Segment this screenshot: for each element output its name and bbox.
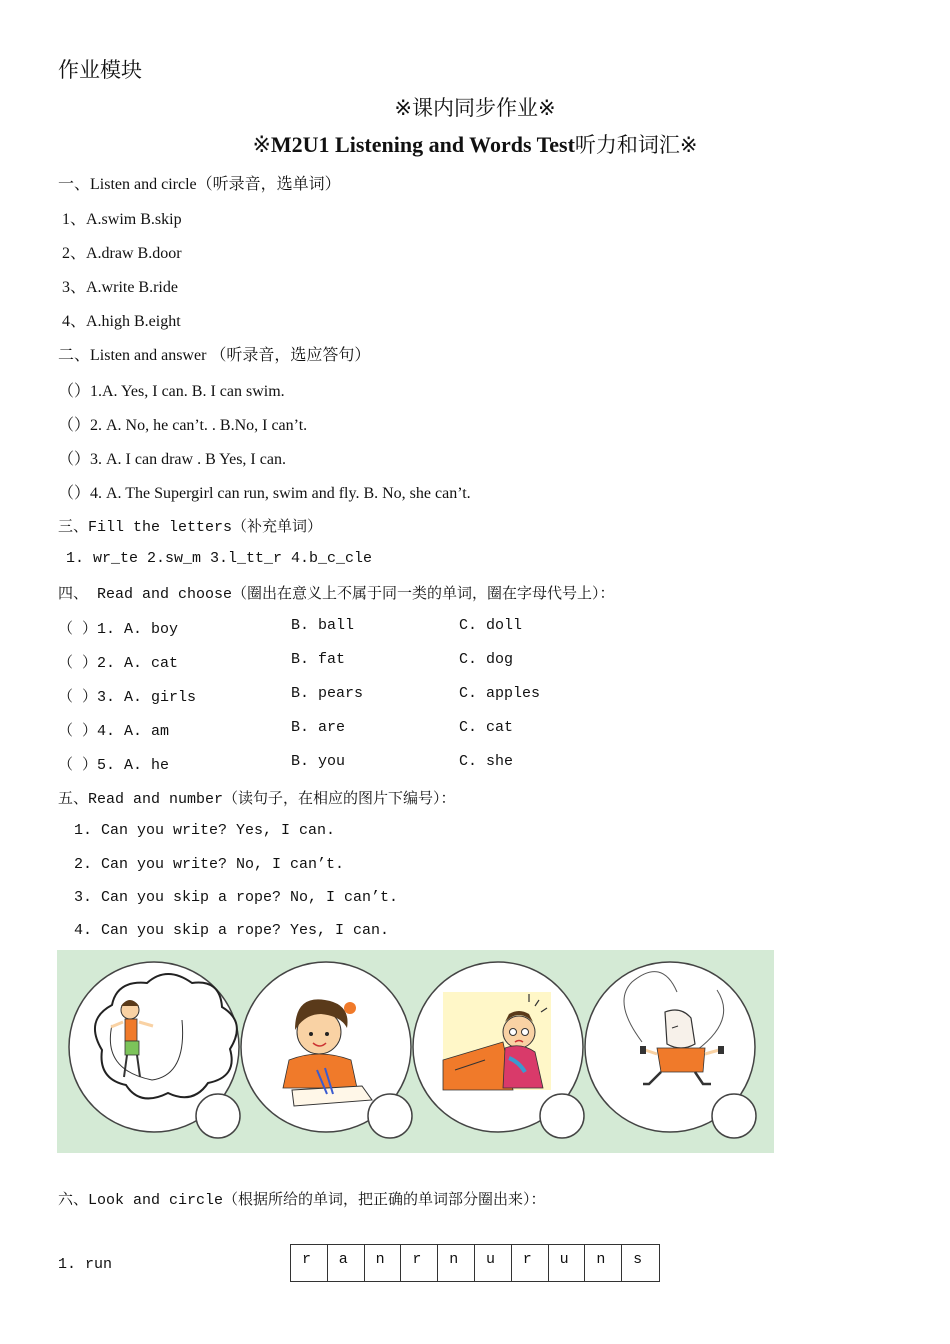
choice-option-b: B. fat [291, 651, 346, 668]
section2-item: （）4. A. The Supergirl can run, swim and fly. B. No, she can’t. [58, 485, 471, 502]
section2-item: （）3. A. I can draw . B Yes, I can. [58, 451, 286, 468]
section2-item: （）2. A. No, he can’t. . B.No, I can’t. [58, 417, 308, 434]
title-prefix: ※ [252, 133, 271, 158]
section6-heading: 六、Look and circle（根据所给的单词，把正确的单词部分圈出来）： [58, 1192, 546, 1209]
section5-item: 3. Can you skip a rope? No, I can’t. [74, 889, 399, 906]
answer-circle-3[interactable] [540, 1094, 584, 1138]
section5-heading: 五、Read and number（读句子，在相应的图片下编号）： [58, 791, 456, 808]
section5-item: 2. Can you write? No, I can’t. [74, 856, 345, 873]
choice-row-number: （ ）1. A. boy [58, 621, 179, 638]
section4-heading: 四、 Read and choose（圈出在意义上不属于同一类的单词，圈在字母代号上）： [58, 586, 615, 603]
letter-cell[interactable]: a [328, 1245, 365, 1281]
module-label: 作业模块 [58, 58, 142, 82]
title-bold: M2U1 Listening and Words Test [270, 132, 575, 157]
picture-strip [57, 950, 774, 1153]
section1-item: 3、A.write B.ride [62, 279, 178, 296]
subtitle: ※课内同步作业※ [394, 96, 556, 120]
section3-line: 1. wr_te 2.sw_m 3.l_tt_r 4.b_c_cle [66, 550, 373, 567]
letter-cell[interactable]: r [401, 1245, 438, 1281]
title-suffix: 听力和词汇※ [574, 133, 698, 157]
section2-item: （）1.A. Yes, I can. B. I can swim. [58, 383, 285, 400]
picture-strip-svg [57, 950, 774, 1153]
letter-grid [290, 1244, 660, 1282]
section3-heading: 三、Fill the letters（补充单词） [58, 519, 323, 536]
section1-heading: 一、Listen and circle（听录音，选单词） [58, 176, 341, 193]
choice-row-number: （ ）3. A. girls [58, 689, 197, 706]
choice-option-c: C. apples [459, 685, 541, 702]
section5-item: 4. Can you skip a rope? Yes, I can. [74, 922, 390, 939]
answer-circle-4[interactable] [712, 1094, 756, 1138]
choice-row-number: （ ）4. A. am [58, 723, 170, 740]
section1-item: 2、A.draw B.door [62, 245, 182, 262]
section1-item: 4、A.high B.eight [62, 313, 181, 330]
section1-item: 1、A.swim B.skip [62, 211, 182, 228]
section6-item-label: 1. run [58, 1256, 113, 1273]
choice-option-c: C. she [459, 753, 514, 770]
choice-option-b: B. pears [291, 685, 364, 702]
answer-circle-2[interactable] [368, 1094, 412, 1138]
letter-cell[interactable]: s [633, 1251, 643, 1268]
choice-option-c: C. cat [459, 719, 514, 736]
letter-cell[interactable]: n [438, 1245, 475, 1281]
letter-cell[interactable]: r [512, 1245, 549, 1281]
letter-cell[interactable]: u [475, 1245, 512, 1281]
choice-row-number: （ ）2. A. cat [58, 655, 179, 672]
section2-heading: 二、Listen and answer （听录音，选应答句） [58, 347, 371, 364]
choice-option-c: C. doll [459, 617, 523, 634]
letter-cell[interactable]: n [365, 1245, 402, 1281]
letter-cell[interactable]: u [549, 1245, 586, 1281]
page-title [0, 129, 950, 159]
choice-option-b: B. are [291, 719, 346, 736]
choice-option-c: C. dog [459, 651, 514, 668]
letter-cell[interactable]: r [291, 1245, 328, 1281]
choice-row-number: （ ）5. A. he [58, 757, 170, 774]
letter-cell[interactable]: n [585, 1245, 622, 1281]
choice-option-b: B. ball [291, 617, 355, 634]
answer-circle-1[interactable] [196, 1094, 240, 1138]
choice-option-b: B. you [291, 753, 346, 770]
section5-item: 1. Can you write? Yes, I can. [74, 822, 336, 839]
